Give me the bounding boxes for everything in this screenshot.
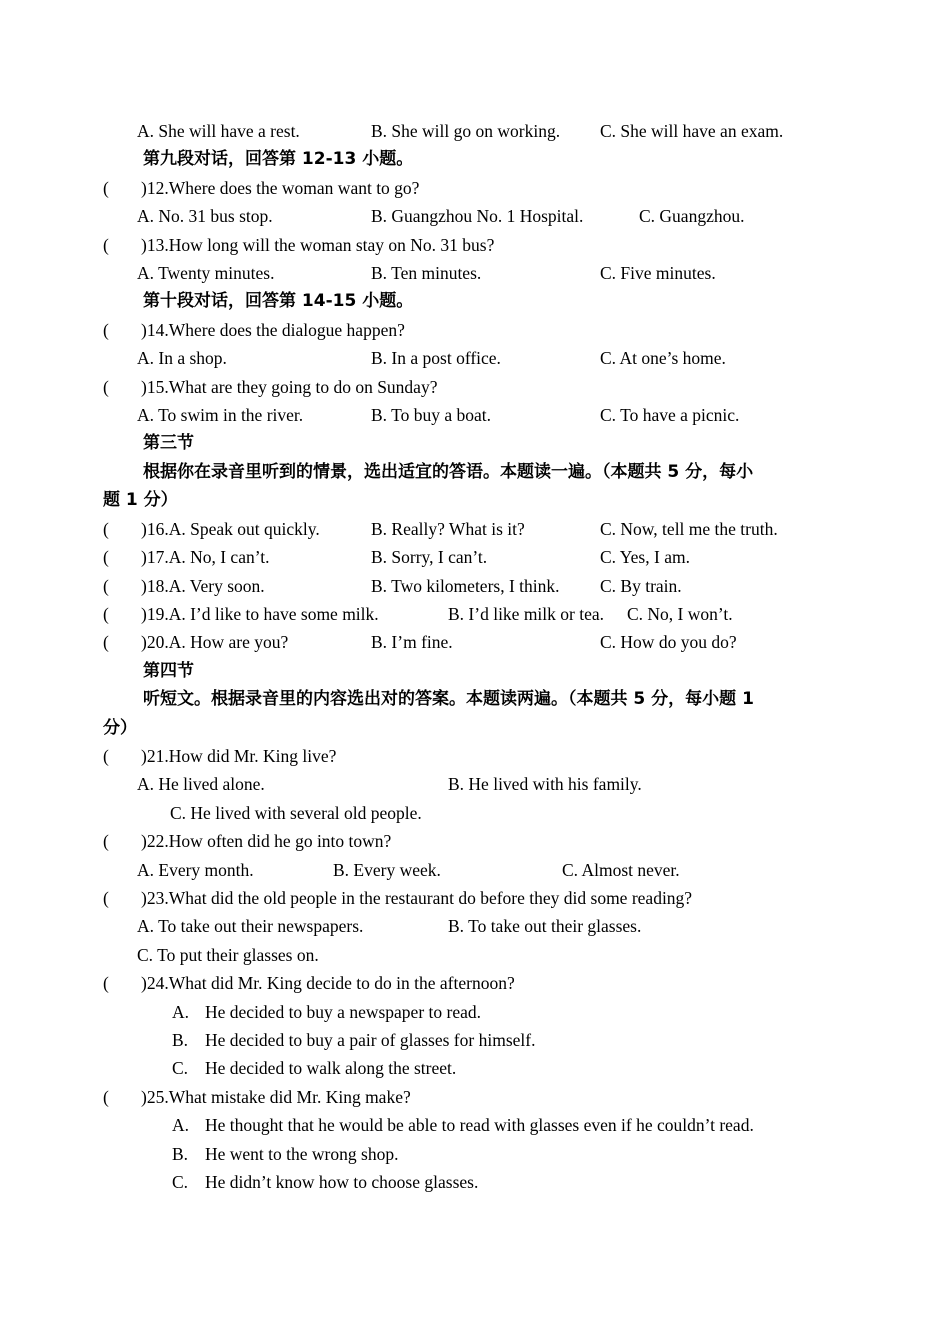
- q22-option-a: A. Every month.: [137, 860, 254, 880]
- q11-option-a: A. She will have a rest.: [137, 121, 300, 141]
- q25-option-a: He thought that he would be able to read with glasses even if he couldn’t read.: [205, 1115, 754, 1135]
- section-10-heading: 第十段对话，回答第 14-15 小题。: [143, 291, 414, 311]
- q22-paren: (: [103, 831, 109, 851]
- q20-option-a: )20.A. How are you?: [141, 632, 289, 652]
- q17-option-a: )17.A. No, I can’t.: [141, 547, 270, 567]
- q23-option-c: C. To put their glasses on.: [137, 945, 319, 965]
- q15-option-b: B. To buy a boat.: [371, 405, 491, 425]
- q16-option-a: )16.A. Speak out quickly.: [141, 519, 320, 539]
- q11-option-c: C. She will have an exam.: [600, 121, 784, 141]
- q24-paren: (: [103, 973, 109, 993]
- q16-paren: (: [103, 519, 109, 539]
- q18-option-a: )18.A. Very soon.: [141, 576, 265, 596]
- q24-option-c: He decided to walk along the street.: [205, 1058, 457, 1078]
- q11-option-b: B. She will go on working.: [371, 121, 561, 141]
- q16-option-c: C. Now, tell me the truth.: [600, 519, 778, 539]
- q14-option-a: A. In a shop.: [137, 348, 227, 368]
- part-3-instructions-line-1: 根据你在录音里听到的情景，选出适宜的答语。本题读一遍。（本题共 5 分，每小: [143, 462, 754, 482]
- q20-option-c: C. How do you do?: [600, 632, 737, 652]
- q25-question: )25.What mistake did Mr. King make?: [141, 1087, 411, 1107]
- q12-paren: (: [103, 178, 109, 198]
- q25-option-c-letter: C.: [172, 1172, 189, 1192]
- q14-question: )14.Where does the dialogue happen?: [141, 320, 405, 340]
- q18-option-c: C. By train.: [600, 576, 682, 596]
- part-4-title: 第四节: [143, 661, 194, 681]
- q20-option-b: B. I’m fine.: [371, 632, 453, 652]
- q12-question: )12.Where does the woman want to go?: [141, 178, 420, 198]
- q24-option-b: He decided to buy a pair of glasses for himself.: [205, 1030, 536, 1050]
- q15-option-c: C. To have a picnic.: [600, 405, 740, 425]
- q15-question: )15.What are they going to do on Sunday?: [141, 377, 438, 397]
- q23-option-a: A. To take out their newspapers.: [137, 916, 364, 936]
- q21-option-a: A. He lived alone.: [137, 774, 265, 794]
- q12-option-b: B. Guangzhou No. 1 Hospital.: [371, 206, 584, 226]
- part-4-instructions-line-1: 听短文。根据录音里的内容选出对的答案。本题读两遍。（本题共 5 分，每小题 1: [143, 689, 754, 709]
- q13-option-b: B. Ten minutes.: [371, 263, 482, 283]
- q24-option-a-letter: A.: [172, 1002, 190, 1022]
- q21-option-b: B. He lived with his family.: [448, 774, 642, 794]
- q25-option-c: He didn’t know how to choose glasses.: [205, 1172, 479, 1192]
- part-3-instructions-line-2: 题 1 分）: [103, 490, 178, 510]
- q23-question: )23.What did the old people in the restaurant do before they did some reading?: [141, 888, 693, 908]
- q13-option-a: A. Twenty minutes.: [137, 263, 275, 283]
- q17-option-b: B. Sorry, I can’t.: [371, 547, 488, 567]
- q18-paren: (: [103, 576, 109, 596]
- q17-option-c: C. Yes, I am.: [600, 547, 690, 567]
- q22-question: )22.How often did he go into town?: [141, 831, 392, 851]
- q19-option-c: C. No, I won’t.: [627, 604, 733, 624]
- q19-option-b: B. I’d like milk or tea.: [448, 604, 605, 624]
- q23-paren: (: [103, 888, 109, 908]
- q21-paren: (: [103, 746, 109, 766]
- q19-option-a: )19.A. I’d like to have some milk.: [141, 604, 379, 624]
- section-9-heading: 第九段对话，回答第 12-13 小题。: [143, 149, 414, 169]
- q25-paren: (: [103, 1087, 109, 1107]
- q13-paren: (: [103, 235, 109, 255]
- q15-option-a: A. To swim in the river.: [137, 405, 304, 425]
- q16-option-b: B. Really? What is it?: [371, 519, 525, 539]
- q14-option-b: B. In a post office.: [371, 348, 501, 368]
- q13-question: )13.How long will the woman stay on No. 31 bus?: [141, 235, 495, 255]
- q24-question: )24.What did Mr. King decide to do in the afternoon?: [141, 973, 515, 993]
- q12-option-c: C. Guangzhou.: [639, 206, 745, 226]
- q22-option-c: C. Almost never.: [562, 860, 680, 880]
- q25-option-a-letter: A.: [172, 1115, 190, 1135]
- q21-option-c: C. He lived with several old people.: [170, 803, 422, 823]
- q18-option-b: B. Two kilometers, I think.: [371, 576, 560, 596]
- q13-option-c: C. Five minutes.: [600, 263, 716, 283]
- q19-paren: (: [103, 604, 109, 624]
- q24-option-a: He decided to buy a newspaper to read.: [205, 1002, 482, 1022]
- q24-option-c-letter: C.: [172, 1058, 189, 1078]
- part-4-instructions-line-2: 分）: [103, 718, 137, 738]
- q21-question: )21.How did Mr. King live?: [141, 746, 337, 766]
- q15-paren: (: [103, 377, 109, 397]
- q14-option-c: C. At one’s home.: [600, 348, 726, 368]
- q22-option-b: B. Every week.: [333, 860, 441, 880]
- q25-option-b: He went to the wrong shop.: [205, 1144, 399, 1164]
- q12-option-a: A. No. 31 bus stop.: [137, 206, 273, 226]
- q23-option-b: B. To take out their glasses.: [448, 916, 642, 936]
- q17-paren: (: [103, 547, 109, 567]
- q25-option-b-letter: B.: [172, 1144, 189, 1164]
- part-3-title: 第三节: [143, 433, 194, 453]
- q24-option-b-letter: B.: [172, 1030, 189, 1050]
- q14-paren: (: [103, 320, 109, 340]
- q20-paren: (: [103, 632, 109, 652]
